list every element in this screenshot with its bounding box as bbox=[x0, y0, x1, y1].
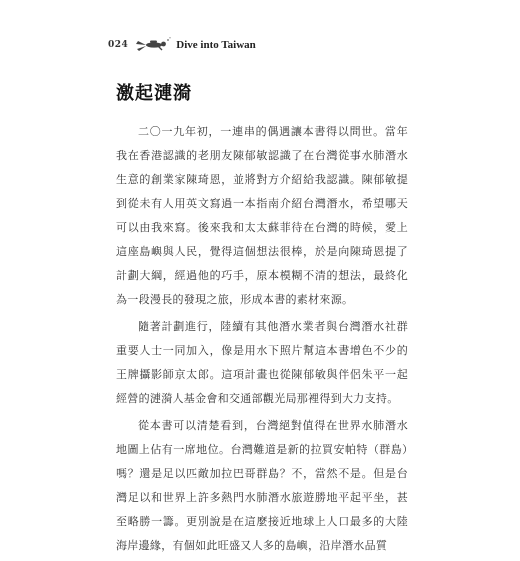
page-number: 024 bbox=[108, 40, 129, 50]
chapter-title: 激起漣漪 bbox=[116, 83, 192, 104]
running-header bbox=[108, 36, 256, 54]
paragraph: 二〇一九年初，一連串的偶遇讓本書得以問世。當年我在香港認識的老朋友陳郁敏認識了在台灣從事水肺潛水生意的創業家陳琦恩，並將對方介紹給我認識。陳郁敏提到從未有人用英文寫過一本指南介紹台灣潛水，希望哪天可以由我來寫。後來我和太太蘇菲待在台灣的時候，愛上這座島嶼與人民，覺得這個想法很棒，於是向陳琦恩提了計劃大綱，經過他的巧手，原本模糊不清的想法，最終化為一段漫長的發現之旅，形成本書的素材來源。 bbox=[116, 125, 408, 306]
paragraph: 隨著計劃進行，陸續有其他潛水業者與台灣潛水社群重要人士一同加入，像是用水下照片幫這本書增色不少的王牌攝影師京太郎。這項計畫也從陳郁敏與伴侶朱平一起經營的漣漪人基金會和交通部觀光局那裡得到大力支持。 bbox=[116, 320, 408, 405]
paragraph: 從本書可以清楚看到，台灣絕對值得在世界水肺潛水地圖上佔有一席地位。台灣難道是新的拉買安帕特（群島）嗎？還是足以匹敵加拉巴哥群島？不，當然不是。但是台灣足以和世界上許多熱門水肺潛水旅遊勝地平起平坐，甚至略勝一籌。更別說是在這麼接近地球上人口最多的大陸海岸邊緣，有個如此旺盛又人多的島嶼，沿岸潛水品質 bbox=[116, 419, 408, 552]
book-title: Dive into Taiwan bbox=[176, 39, 256, 51]
scuba-diver-icon bbox=[132, 36, 172, 54]
body-text bbox=[116, 120, 408, 561]
